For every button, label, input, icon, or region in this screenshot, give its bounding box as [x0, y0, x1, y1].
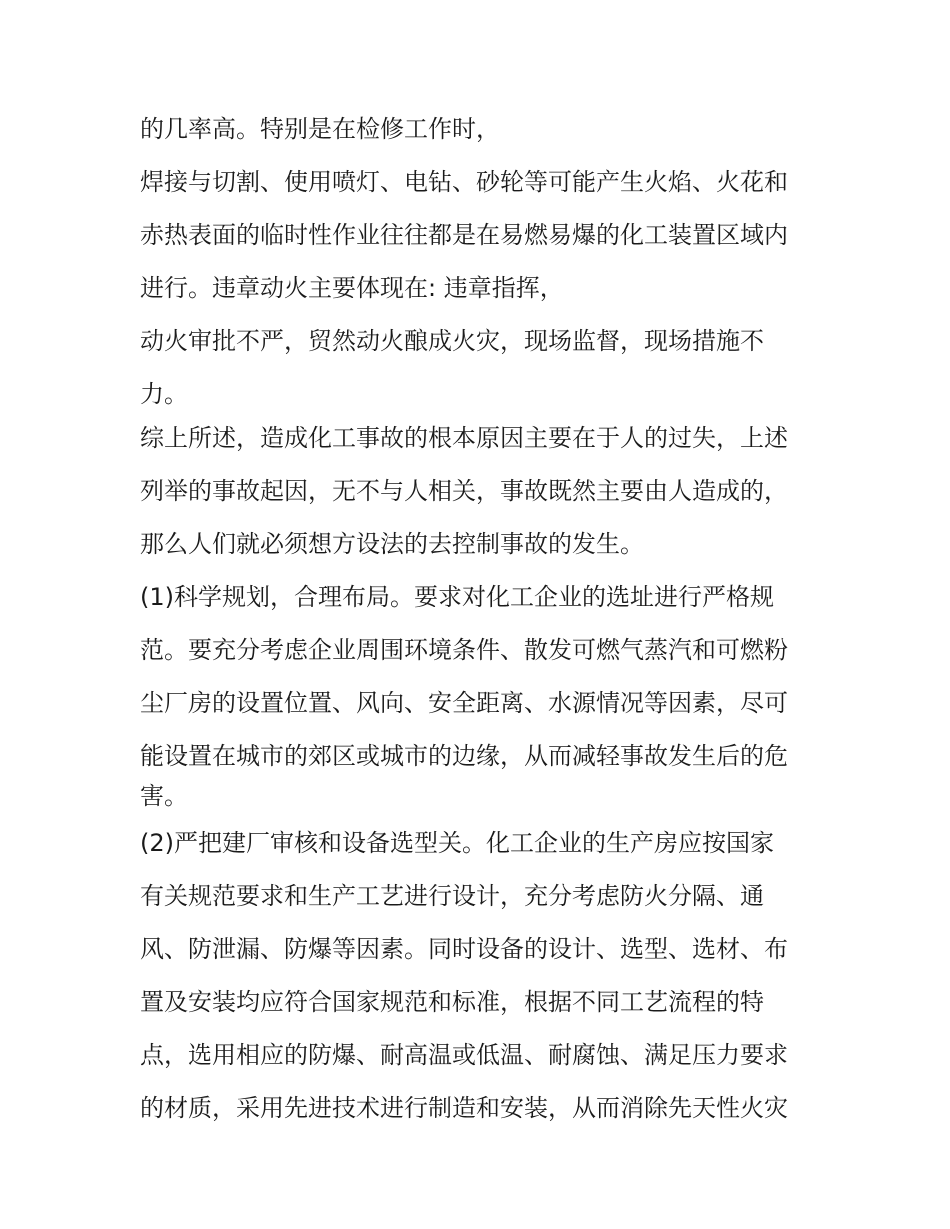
text-line: 动火审批不严，贸然动火酿成火灾，现场监督，现场措施不 [140, 327, 764, 355]
text-line: (2)严把建厂审核和设备选型关。化工企业的生产房应按国家 [140, 829, 774, 857]
text-line: 力。 [140, 380, 188, 408]
text-line: 能设置在城市的郊区或城市的边缘，从而减轻事故发生后的危 [140, 742, 788, 770]
text-line: 赤热表面的临时性作业往往都是在易燃易爆的化工装置区域内 [140, 221, 788, 249]
text-line: 进行。违章动火主要体现在: 违章指挥， [140, 274, 564, 302]
text-line: 的材质，采用先进技术进行制造和安装，从而消除先天性火灾 [140, 1094, 788, 1122]
text-line: 那么人们就必须想方设法的去控制事故的发生。 [140, 530, 644, 558]
text-line: 列举的事故起因，无不与人相关，事故既然主要由人造成的， [140, 477, 788, 505]
text-line: 有关规范要求和生产工艺进行设计，充分考虑防火分隔、通 [140, 882, 764, 910]
text-line: 害。 [140, 782, 188, 810]
text-line: 置及安装均应符合国家规范和标准，根据不同工艺流程的特 [140, 988, 764, 1016]
text-line: 综上所述，造成化工事故的根本原因主要在于人的过失，上述 [140, 424, 788, 452]
text-line: 风、防泄漏、防爆等因素。同时设备的设计、选型、选材、布 [140, 935, 788, 963]
text-line: (1)科学规划，合理布局。要求对化工企业的选址进行严格规 [140, 583, 774, 611]
text-line: 的几率高。特别是在检修工作时， [140, 115, 500, 143]
text-line: 点，选用相应的防爆、耐高温或低温、耐腐蚀、满足压力要求 [140, 1041, 788, 1069]
text-line: 焊接与切割、使用喷灯、电钻、砂轮等可能产生火焰、火花和 [140, 168, 788, 196]
text-line: 尘厂房的设置位置、风向、安全距离、水源情况等因素，尽可 [140, 689, 788, 717]
text-line: 范。要充分考虑企业周围环境条件、散发可燃气蒸汽和可燃粉 [140, 636, 788, 664]
